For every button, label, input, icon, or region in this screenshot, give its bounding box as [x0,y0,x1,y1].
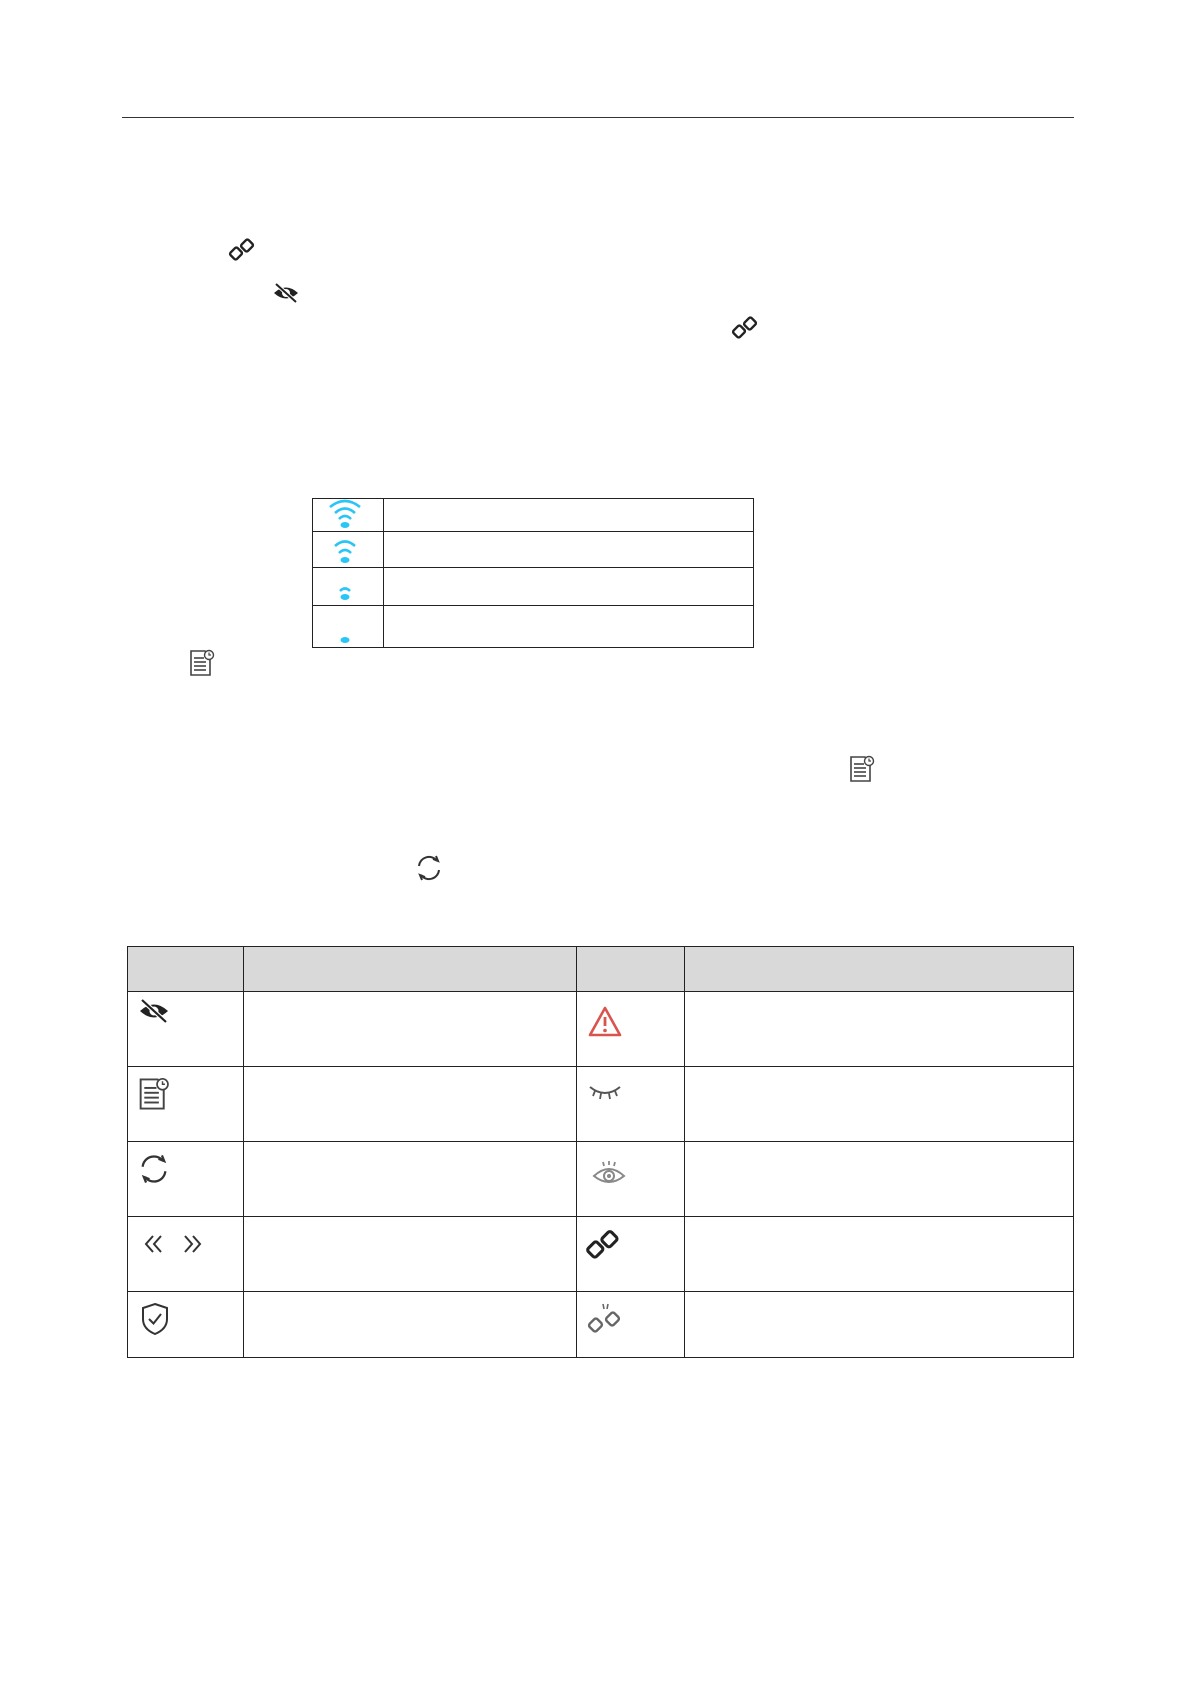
table-header-row [128,947,1074,992]
eye-open-icon [591,1160,627,1188]
header-rule [122,117,1074,118]
icon-description [685,1292,1074,1358]
table-row [313,499,754,532]
table-row [128,1142,1074,1217]
signal-description [384,499,754,532]
column-header-description [244,947,577,992]
icon-cell [128,1067,244,1142]
icon-description [244,1292,577,1358]
log-document-icon [137,1077,171,1111]
link-icon [585,1227,621,1263]
eye-slash-icon [138,998,170,1024]
table-row [128,992,1074,1067]
signal-icon-cell [313,532,384,568]
log-document-icon [848,755,876,783]
broken-link-icon [587,1302,625,1338]
icon-cell [577,992,685,1067]
signal-icon-cell [313,568,384,606]
table-row [128,1067,1074,1142]
icon-description [685,1067,1074,1142]
icon-cell [577,1142,685,1217]
signal-icon-cell [313,606,384,648]
icon-description [244,1067,577,1142]
column-header-icon [128,947,244,992]
eye-closed-icon [587,1081,623,1103]
table-row [128,1292,1074,1358]
signal-description [384,606,754,648]
shield-check-icon [140,1302,170,1336]
log-document-icon [188,649,216,677]
signal-description [384,532,754,568]
eye-slash-icon [272,282,300,304]
signal-description [384,568,754,606]
icon-description [685,992,1074,1067]
icon-description [685,1142,1074,1217]
wifi-signal-weak-icon [327,571,363,603]
refresh-icon [414,853,444,883]
signal-icon-cell [313,499,384,532]
icon-description [244,1142,577,1217]
table-row [313,568,754,606]
table-row [128,1217,1074,1292]
signal-strength-table [312,498,754,648]
icon-description [244,1217,577,1292]
column-header-icon [577,947,685,992]
icon-cell [128,992,244,1067]
icon-cell [128,1142,244,1217]
table-row [313,606,754,648]
icon-cell [128,1217,244,1292]
icon-description [685,1217,1074,1292]
wifi-signal-good-icon [327,533,363,565]
link-icon [731,314,759,342]
wifi-signal-full-icon [327,497,363,529]
icon-cell [577,1067,685,1142]
icon-description [244,992,577,1067]
icon-cell [128,1292,244,1358]
icon-legend-table [127,946,1074,1358]
icon-cell [577,1292,685,1358]
link-icon [228,236,256,264]
table-row [313,532,754,568]
double-chevron-left-icon [142,1233,166,1255]
icon-cell [577,1217,685,1292]
warning-triangle-icon [587,1005,623,1039]
refresh-icon [137,1152,171,1186]
wifi-signal-minimal-icon [327,613,363,645]
column-header-description [685,947,1074,992]
double-chevron-right-icon [180,1233,204,1255]
